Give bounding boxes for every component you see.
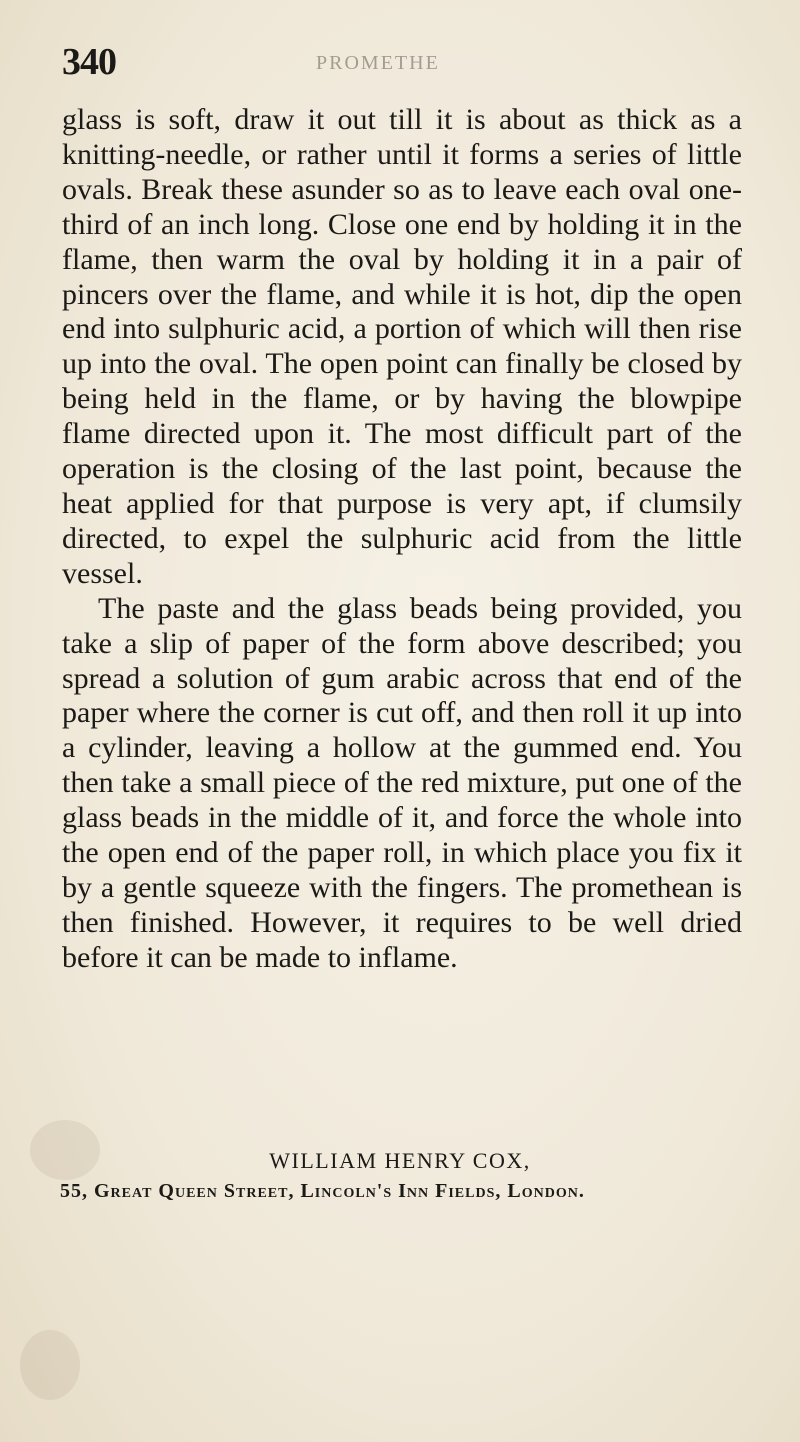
body-text <box>62 103 742 976</box>
printer-name: WILLIAM HENRY COX, <box>269 1148 531 1173</box>
page-header <box>62 38 742 88</box>
printer-address: 55, Great Queen Street, Lincoln's Inn Fields, London. <box>60 1180 585 1202</box>
paragraph: glass is soft, draw it out till it is about as thick as a knitting-needle, or rather until it forms a series of little ovals. Break these asunder so as to leave each oval one-third of an inch long. Close one end by holding it in the flame, then warm the oval by holding it in a pair of pincers over the flame, and while it is hot, dip the open end into sulphuric acid, a portion of which will then rise up into the oval. The open point can finally be closed by being held in the flame, or by having the blowpipe flame directed upon it. The most difficult part of the operation is the closing of the last point, because the heat applied for that purpose is very apt, if clumsily directed, to expel the sulphuric acid from the little vessel. <box>62 103 742 590</box>
paragraph: The paste and the glass beads being provided, you take a slip of paper of the form above described; you spread a solution of gum arabic across that end of the paper where the corner is cut off, and then roll it up into a cylinder, leaving a hollow at the gummed end. You then take a small piece of the red mixture, put one of the glass beads in the middle of it, and force the whole into the open end of the paper roll, in which place you fix it by a gentle squeeze with the fingers. The promethean is then finished. However, it requires to be well dried before it can be made to inflame. <box>62 591 742 974</box>
running-head: PROMETHE <box>316 52 440 74</box>
paper-stain <box>20 1330 80 1400</box>
page-number: 340 <box>62 41 116 83</box>
